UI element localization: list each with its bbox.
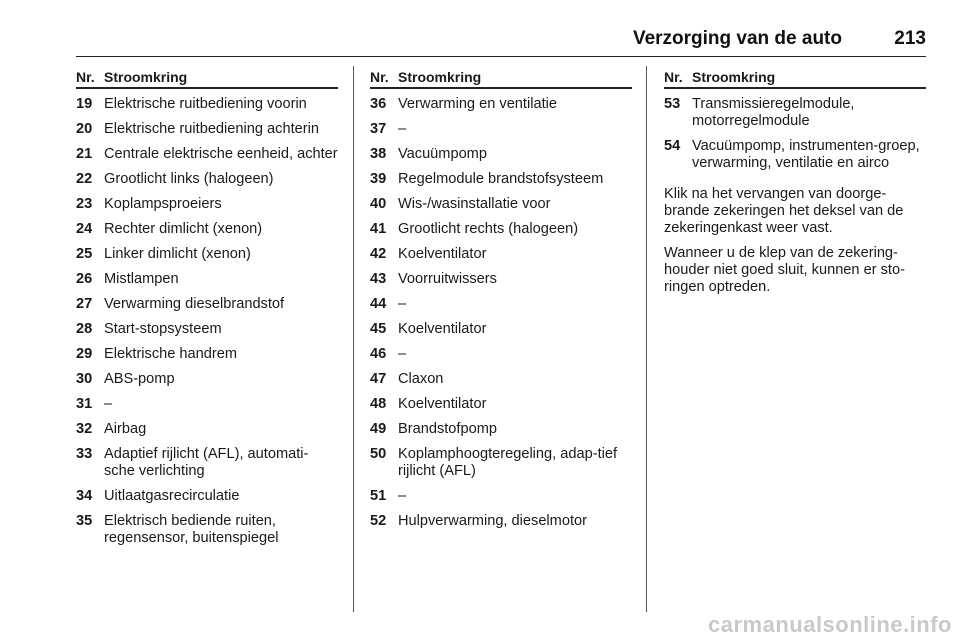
table-row — [370, 346, 632, 363]
fuse-number: 39 — [370, 171, 387, 187]
fuse-table-column-1 — [76, 66, 338, 555]
fuse-number: 49 — [370, 421, 387, 437]
circuit-label: Voorruitwissers — [398, 271, 497, 287]
circuit-label: Koelventilator — [398, 321, 487, 337]
fuse-number: 38 — [370, 146, 387, 162]
fuse-number: 40 — [370, 196, 387, 212]
circuit-label: Elektrische handrem — [104, 346, 238, 362]
fuse-number: 51 — [370, 488, 387, 504]
fuse-number: 33 — [76, 446, 93, 462]
page-number: 213 — [894, 28, 926, 49]
fuse-number: 46 — [370, 346, 387, 362]
table-row — [370, 446, 632, 480]
circuit-label: Wis-/wasinstallatie voor — [398, 196, 551, 212]
table-row — [76, 296, 338, 313]
circuit-label: Hulpverwarming, dieselmotor — [398, 513, 587, 529]
table-row — [664, 138, 926, 172]
table-row — [370, 296, 632, 313]
fuse-number: 54 — [664, 138, 681, 154]
table-row — [370, 321, 632, 338]
circuit-label: Koplampsproeiers — [104, 196, 222, 212]
header-circuit: Stroomkring — [692, 69, 776, 85]
circuit-label: Koelventilator — [398, 246, 487, 262]
circuit-label: Centrale elektrische eenheid, achter — [104, 146, 338, 162]
fuse-number: 31 — [76, 396, 93, 412]
table-row — [370, 421, 632, 438]
circuit-label: Uitlaatgasrecirculatie — [104, 488, 240, 504]
table-rows — [370, 89, 632, 530]
page-header — [76, 26, 926, 57]
table-row — [370, 271, 632, 288]
fuse-number: 21 — [76, 146, 93, 162]
table-row — [76, 146, 338, 163]
table-row — [76, 346, 338, 363]
circuit-label: Mistlampen — [104, 271, 179, 287]
table-row — [76, 371, 338, 388]
fuse-number: 42 — [370, 246, 387, 262]
circuit-label: – — [398, 346, 407, 362]
fuse-number: 50 — [370, 446, 387, 462]
circuit-label: Koplamphoogteregeling, adap-tief rijlicht (AFL) — [398, 446, 618, 479]
table-row — [76, 221, 338, 238]
header-circuit: Stroomkring — [398, 69, 482, 85]
table-rows — [76, 89, 338, 547]
circuit-label: Vacuümpomp — [398, 146, 487, 162]
fuse-number: 26 — [76, 271, 93, 287]
fuse-number: 43 — [370, 271, 387, 287]
fuse-number: 22 — [76, 171, 93, 187]
fuse-number: 24 — [76, 221, 93, 237]
table-row — [370, 396, 632, 413]
circuit-label: – — [104, 396, 113, 412]
circuit-label: Grootlicht links (halogeen) — [104, 171, 274, 187]
fuse-number: 53 — [664, 96, 681, 112]
fuse-number: 30 — [76, 371, 93, 387]
column-divider — [353, 66, 354, 612]
fuse-number: 37 — [370, 121, 387, 137]
table-row — [370, 96, 632, 113]
watermark: carmanualsonline.info — [708, 612, 952, 637]
table-row — [76, 421, 338, 438]
circuit-label: – — [398, 488, 407, 504]
fuse-number: 29 — [76, 346, 93, 362]
fuse-number: 36 — [370, 96, 387, 112]
circuit-label: Claxon — [398, 371, 444, 387]
fuse-number: 35 — [76, 513, 93, 529]
circuit-label: Airbag — [104, 421, 147, 437]
fuse-number: 25 — [76, 246, 93, 262]
fuse-number: 28 — [76, 321, 93, 337]
circuit-label: ABS-pomp — [104, 371, 175, 387]
fuse-number: 41 — [370, 221, 387, 237]
table-header — [370, 66, 632, 89]
fuse-table-column-2 — [370, 66, 632, 538]
table-rows — [664, 89, 926, 172]
table-row — [370, 513, 632, 530]
page-title: Verzorging van de auto — [632, 28, 842, 49]
table-row — [370, 221, 632, 238]
circuit-label: Brandstofpomp — [398, 421, 497, 437]
table-row — [370, 246, 632, 263]
column-divider — [646, 66, 647, 612]
table-row — [76, 121, 338, 138]
fuse-table-column-3 — [664, 66, 926, 304]
fuse-number: 23 — [76, 196, 93, 212]
fuse-number: 52 — [370, 513, 387, 529]
circuit-label: Regelmodule brandstofsysteem — [398, 171, 604, 187]
fuse-number: 45 — [370, 321, 387, 337]
circuit-label: – — [398, 121, 407, 137]
table-row — [76, 246, 338, 263]
table-row — [370, 171, 632, 188]
circuit-label: Verwarming en ventilatie — [398, 96, 557, 112]
header-nr: Nr. — [664, 69, 683, 85]
table-row — [76, 196, 338, 213]
table-row — [76, 513, 338, 547]
circuit-label: Start-stopsysteem — [104, 321, 222, 337]
circuit-label: Elektrische ruitbediening achterin — [104, 121, 319, 137]
table-row — [370, 196, 632, 213]
header-circuit: Stroomkring — [104, 69, 188, 85]
table-row — [76, 171, 338, 188]
circuit-label: – — [398, 296, 407, 312]
table-row — [76, 488, 338, 505]
table-row — [370, 121, 632, 138]
circuit-label: Grootlicht rechts (halogeen) — [398, 221, 579, 237]
paragraph: Klik na het vervangen van doorge-brande zekeringen het deksel van de zekeringenkast weer vast. — [664, 186, 904, 236]
fuse-number: 32 — [76, 421, 93, 437]
fuse-number: 27 — [76, 296, 93, 312]
fuse-number: 44 — [370, 296, 387, 312]
circuit-label: Rechter dimlicht (xenon) — [104, 221, 263, 237]
circuit-label: Koelventilator — [398, 396, 487, 412]
table-row — [370, 488, 632, 505]
fuse-number: 48 — [370, 396, 387, 412]
table-header — [664, 66, 926, 89]
fuse-number: 20 — [76, 121, 93, 137]
header-nr: Nr. — [370, 69, 389, 85]
fuse-number: 19 — [76, 96, 93, 112]
body-text — [664, 186, 926, 296]
paragraph: Wanneer u de klep van de zekering-houder niet goed sluit, kunnen er sto-ringen optreden. — [664, 245, 905, 295]
circuit-label: Verwarming dieselbrandstof — [104, 296, 285, 312]
table-row — [664, 96, 926, 130]
circuit-label: Linker dimlicht (xenon) — [104, 246, 251, 262]
table-row — [76, 446, 338, 480]
circuit-label: Transmissieregelmodule, motorregelmodule — [692, 96, 855, 129]
table-row — [370, 146, 632, 163]
circuit-label: Adaptief rijlicht (AFL), automati-sche verlichting — [104, 446, 309, 479]
circuit-label: Elektrische ruitbediening voorin — [104, 96, 307, 112]
circuit-label: Elektrisch bediende ruiten, regensensor, buitenspiegel — [104, 513, 279, 546]
table-row — [370, 371, 632, 388]
circuit-label: Vacuümpomp, instrumenten-groep, verwarming, ventilatie en airco — [692, 138, 920, 171]
table-row — [76, 321, 338, 338]
fuse-number: 47 — [370, 371, 387, 387]
header-nr: Nr. — [76, 69, 95, 85]
fuse-number: 34 — [76, 488, 93, 504]
table-row — [76, 271, 338, 288]
table-row — [76, 96, 338, 113]
table-row — [76, 396, 338, 413]
table-header — [76, 66, 338, 89]
